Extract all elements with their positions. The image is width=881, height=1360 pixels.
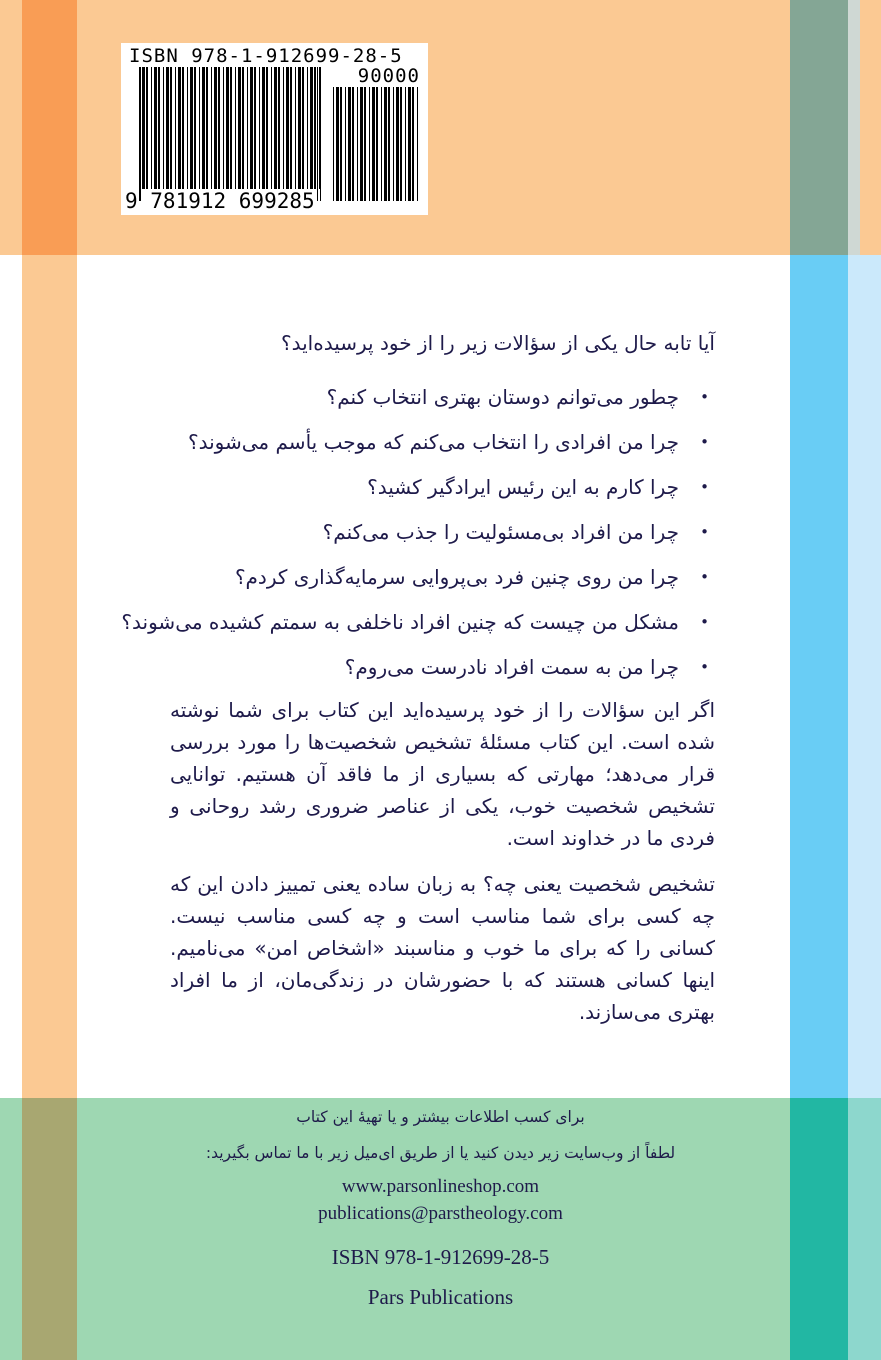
question-text: چرا من به سمت افراد نادرست می‌روم؟ (344, 655, 679, 679)
bullet-icon: • (700, 523, 709, 541)
bottom-color-band (0, 1098, 881, 1360)
bullet-icon: • (700, 388, 709, 406)
left-stripe (22, 255, 77, 1098)
footer-info-line: برای کسب اطلاعات بیشتر و یا تهیهٔ این کتاب (296, 1108, 585, 1126)
bottom-left-stripe (22, 1098, 77, 1360)
footer-isbn: ISBN 978-1-912699-28-5 (331, 1245, 550, 1269)
list-item (170, 555, 715, 600)
question-list (121, 375, 715, 690)
publisher-name: Pars Publications (367, 1285, 514, 1309)
question-text: چرا کارم به این رئیس ایرادگیر کشید؟ (367, 475, 679, 499)
paragraph-2: تشخیص شخصیت یعنی چه؟ به زبان ساده یعنی تمییز دادن این که چه کسی برای شما مناسب است و چه کسی مناسب نیست. کسانی را که برای ما خوب و مناسبند «اشخاص امن» می‌نامیم. اینها کسانی هستند که با حضورشان در زندگی‌مان، از ما افراد بهتری می‌سازند. (170, 872, 715, 1024)
bullet-icon: • (700, 568, 709, 586)
bullet-icon: • (700, 433, 709, 451)
list-item (170, 420, 715, 465)
list-item (170, 645, 715, 690)
right-stripe (790, 255, 848, 1098)
barcode-isbn-label: ISBN 978-1-912699-28-5 (129, 45, 403, 67)
list-item (121, 600, 715, 645)
email-link[interactable]: publications@parstheology.com (318, 1203, 563, 1224)
bullet-icon: • (700, 613, 709, 631)
bullet-icon: • (700, 658, 709, 676)
right-edge (848, 255, 881, 1098)
list-item (170, 375, 715, 420)
question-text: مشکل من چیست که چنین افراد ناخلفی به سمتم کشیده می‌شوند؟ (121, 610, 679, 634)
bottom-right-stripe (790, 1098, 848, 1360)
bottom-right-edge (848, 1098, 881, 1360)
website-link[interactable]: www.parsonlineshop.com (341, 1176, 540, 1197)
question-text: چرا من افراد بی‌مسئولیت را جذب می‌کنم؟ (322, 520, 679, 544)
paragraph-1: اگر این سؤالات را از خود پرسیده‌اید این کتاب برای شما نوشته شده است. این کتاب مسئلهٔ تشخیص شخصیت‌ها را مورد بررسی قرار می‌دهد؛ مهارتی که بسیاری از ما فاقد آن هستیم. توانایی تشخیص شخصیت خوب، یکی از عناصر ضروری رشد روحانی و فردی ما در خداوند است. (170, 698, 715, 850)
isbn-barcode (121, 43, 428, 215)
left-stripe-top (22, 0, 77, 255)
right-edge-top (848, 0, 860, 255)
list-item (170, 510, 715, 555)
list-item (170, 465, 715, 510)
bullet-icon: • (700, 478, 709, 496)
intro-question: آیا تابه حال یکی از سؤالات زیر را از خود پرسیده‌اید؟ (280, 331, 715, 355)
question-text: چرا من افرادی را انتخاب می‌کنم که موجب یأسم می‌شوند؟ (187, 430, 679, 454)
question-text: چطور می‌توانم دوستان بهتری انتخاب کنم؟ (326, 385, 679, 409)
footer-contact-line: لطفاً از وب‌سایت زیر دیدن کنید یا از طریق ای‌میل زیر با ما تماس بگیرید: (205, 1144, 676, 1162)
barcode-digits: 9 781912 699285 (125, 189, 315, 213)
question-text: چرا من روی چنین فرد بی‌پروایی سرمایه‌گذاری کردم؟ (234, 565, 679, 589)
right-stripe-top (790, 0, 848, 255)
back-cover-text (121, 325, 715, 1042)
barcode-price-code: 90000 (357, 65, 420, 87)
